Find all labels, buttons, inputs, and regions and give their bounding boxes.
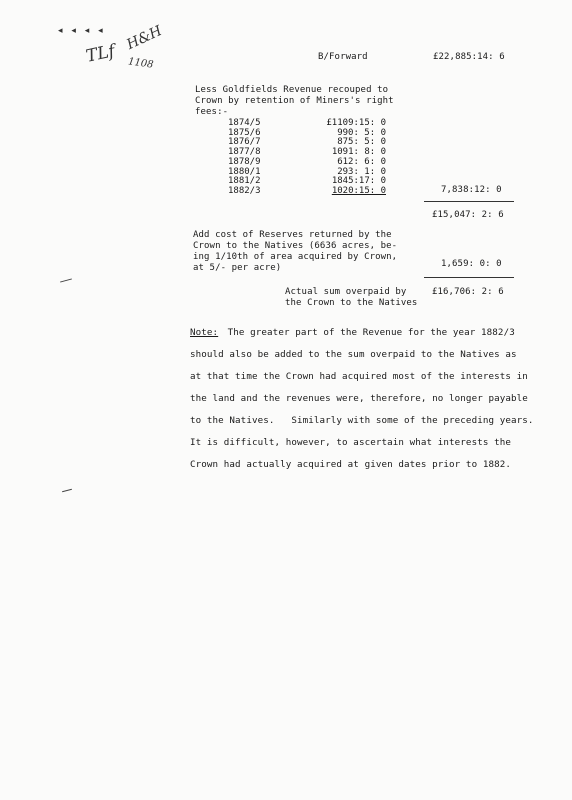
margin-mark [62,489,72,493]
handwritten-arrow-marks: ◂ ◂ ◂ ◂ [58,26,106,36]
add-reserves-amount: 1,659: 0: 0 [441,259,502,269]
table-row-year: 1874/5 [228,118,261,128]
deduction-total: 7,838:12: 0 [441,185,502,195]
table-row-year: 1882/3 [228,185,261,196]
note-line: to the Natives. Similarly with some of the preceding years. [190,415,534,426]
table-row-amount: 875: 5: 0 [337,137,386,148]
table-row-year: 1875/6 [228,127,261,138]
add-reserves-text: Add cost of Reserves returned by the Crown to the Natives (6636 acres, be- ing 1/10th of area acquired by Crown, at 5/- per acre) [193,230,398,273]
note-line: Crown had actually acquired at given dates prior to 1882. [190,459,511,470]
table-row-amount: 1091: 8: 0 [331,147,386,158]
note-label: Note: [190,327,219,338]
balance-amount: £15,047: 2: 6 [432,210,504,220]
table-row-amount: 990: 5: 0 [337,127,386,138]
table-row-amount: £1109:15: 0 [326,118,386,128]
note-line: should also be added to the sum overpaid to the Natives as [190,349,517,360]
less-heading: Less Goldfields Revenue recouped to Crown by retention of Miners's right fees:- [195,85,394,117]
handwritten-scrawl-1: TLf [84,41,117,67]
table-row-year: 1877/8 [228,147,261,158]
actual-sum-amount: £16,706: 2: 6 [432,287,504,297]
table-row-amount: 612: 6: 0 [337,156,386,167]
table-row-year: 1881/2 [228,176,261,187]
actual-sum-label: Actual sum overpaid by the Crown to the Natives [285,287,418,308]
forward-label: B/Forward [318,52,368,62]
handwritten-scrawl-2: H&H [124,22,165,54]
handwritten-scrawl-3: 1108 [127,56,155,71]
rule-line [424,277,514,278]
table-row-year: 1878/9 [228,156,261,167]
table-row-year: 1876/7 [228,137,261,148]
table-row-amount: 293: 1: 0 [337,166,386,177]
table-row-amount: 1845:17: 0 [331,176,386,187]
note-line: the land and the revenues were, therefore, no longer payable [190,393,528,404]
table-row-amount: 1020:15: 0 [331,185,386,196]
note-line: The greater part of the Revenue for the year 1882/3 [222,327,515,338]
margin-mark [60,278,72,282]
forward-amount: £22,885:14: 6 [433,52,505,62]
note-line: at that time the Crown had acquired most of the interests in [190,371,528,382]
rule-line [424,201,514,202]
note-line: It is difficult, however, to ascertain what interests the [190,437,511,448]
table-row-year: 1880/1 [228,166,261,177]
